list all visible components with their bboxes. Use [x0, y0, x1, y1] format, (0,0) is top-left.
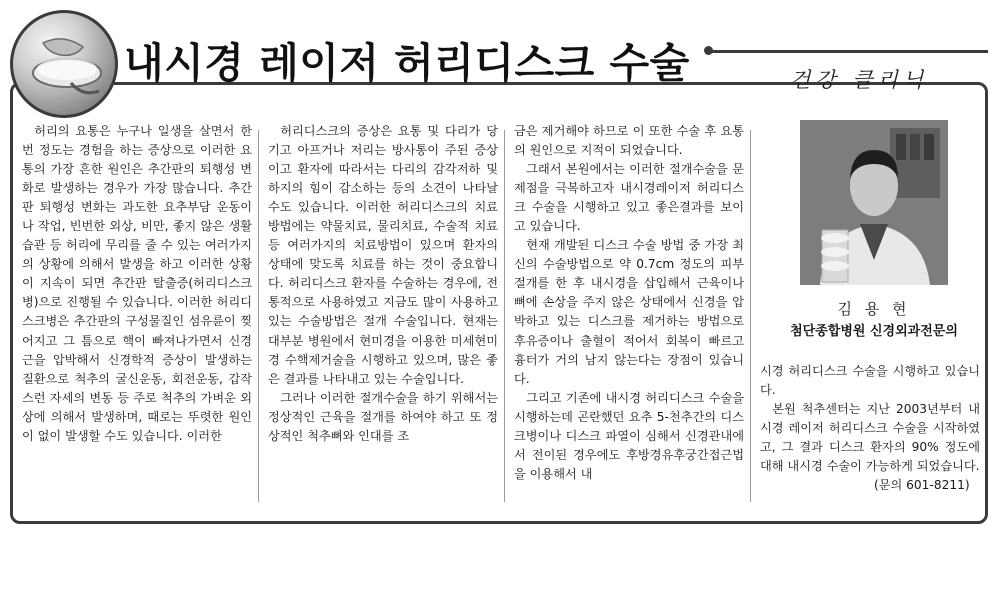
paragraph: 시경 허리디스크 수술을 시행하고 있습니다. — [760, 364, 980, 398]
column-divider — [504, 130, 505, 502]
article-column-2 — [268, 122, 498, 446]
spine-disc-icon — [13, 13, 117, 117]
column-divider — [258, 130, 259, 502]
paragraph: 그리고 기존에 내시경 허리디스크 수술을 시행하는데 곤란했던 요추 5-천추간의 디스크병이나 디스크 파열이 심해서 신경관내에서 전이된 경우에도 후방경유후궁간접근법을 이용해서 내 — [514, 390, 744, 481]
article-column-3 — [514, 122, 744, 484]
paragraph: 현재 개발된 디스크 수술 방법 중 가장 최신의 수술방법으로 약 0.7cm 정도의 피부절개를 한 후 내시경을 삽입해서 근육이나 뼈에 손상을 주지 않은 상태에서 신경을 압박하고 있는 디스크를 제거하는 방법으로 후유증이나 출혈이 적어서 회복이 빠르고 흉터가 거의 남지 않는다는 장점이 있습니다. — [514, 238, 744, 386]
author-name: 김 용 현 — [837, 300, 911, 318]
column-divider — [750, 130, 751, 502]
paragraph: 금은 제거해야 하므로 이 또한 수술 후 요통의 원인으로 지적이 되었습니다. — [514, 124, 744, 158]
author-photo — [800, 120, 948, 285]
doctor-portrait-icon — [800, 120, 948, 285]
author-role: 첨단종합병원 신경외과전문의 — [790, 324, 958, 339]
paragraph: 허리의 요통은 누구나 일생을 살면서 한번 정도는 경험을 하는 증상으로 이러한 요통의 가장 흔한 원인은 추간판의 퇴행성 변화로 발생하는 경우가 가장 많습니다. 추간판 퇴행성 변화는 과도한 요추부담 운동이나 작업, 빈번한 외상, 비만, 좋지 않은 생활습관 등 허리에 무리를 줄 수 있는 여러가지의 상황에 의해서 발생을 하고 이러한 상황이 지속이 되면 추간판 탈출증(허리디스크병)으로 진행될 수 있습니다. 이러한 허리디스크병은 추간판의 구성물질인 섬유륜이 찢어지고 그 틈으로 핵이 빠져나가면서 신경근을 압박해서 신경학적 증상이 발생하는 질환으로 척추의 굴신운동, 회전운동, 갑작스런 자세의 변동 등 주로 척추의 가벼운 외상에 의해서 발생하며, 때로는 뚜렷한 원인이 없이 발생할 수도 있습니다. 이러한 — [22, 124, 252, 443]
paragraph: 그래서 본원에서는 이러한 절개수술을 문제점을 극복하고자 내시경레이저 허리디스크 수술을 시행하고 있고 좋은결과를 보이고 있습니다. — [514, 162, 744, 234]
contact-info: (문의 601-8211) — [874, 478, 970, 492]
section-label: 건강 클리닉 — [790, 68, 929, 92]
paragraph: 본원 척추센터는 지난 2003년부터 내시경 레이저 허리디스크 수술을 시작하였고, 그 결과 디스크 환자의 90% 정도에 대해 내시경 수술이 가능하게 되었습니다. — [760, 402, 980, 474]
article-column-1 — [22, 122, 252, 446]
paragraph: 그러나 이러한 절개수술을 하기 위해서는 정상적인 근육을 절개를 하여야 하고 또 정상적인 척추뼈와 인대를 조 — [268, 390, 498, 443]
spine-logo — [10, 10, 118, 118]
paragraph: 허리디스크의 증상은 요통 및 다리가 당기고 아프거나 저리는 방사통이 주된 증상이고 환자에 따라서는 다리의 감각저하 및 하지의 힘이 감소하는 등의 소견이 나타날 수도 있습니다. 이러한 허리디스크의 치료 방법에는 약물치료, 물리치료, 수술적 치료 등 여러가지의 치료방법이 있으며 환자의 상태에 맞도록 치료를 하는 것이 중요합니다. 허리디스크 환자를 수술하는 경우에, 전통적으로 사용하였고 지금도 많이 사용하고 있는 수술방법은 절개 수술입니다. 현재는 대부분 병원에서 현미경을 이용한 미세현미경 수핵제거술을 시행하고 있으며, 많은 좋은 결과를 나타내고 있는 수술입니다. — [268, 124, 498, 386]
title-rule — [712, 50, 988, 53]
article-column-4 — [760, 362, 980, 476]
article-title: 내시경 레이저 허리디스크 수술 — [124, 39, 690, 87]
